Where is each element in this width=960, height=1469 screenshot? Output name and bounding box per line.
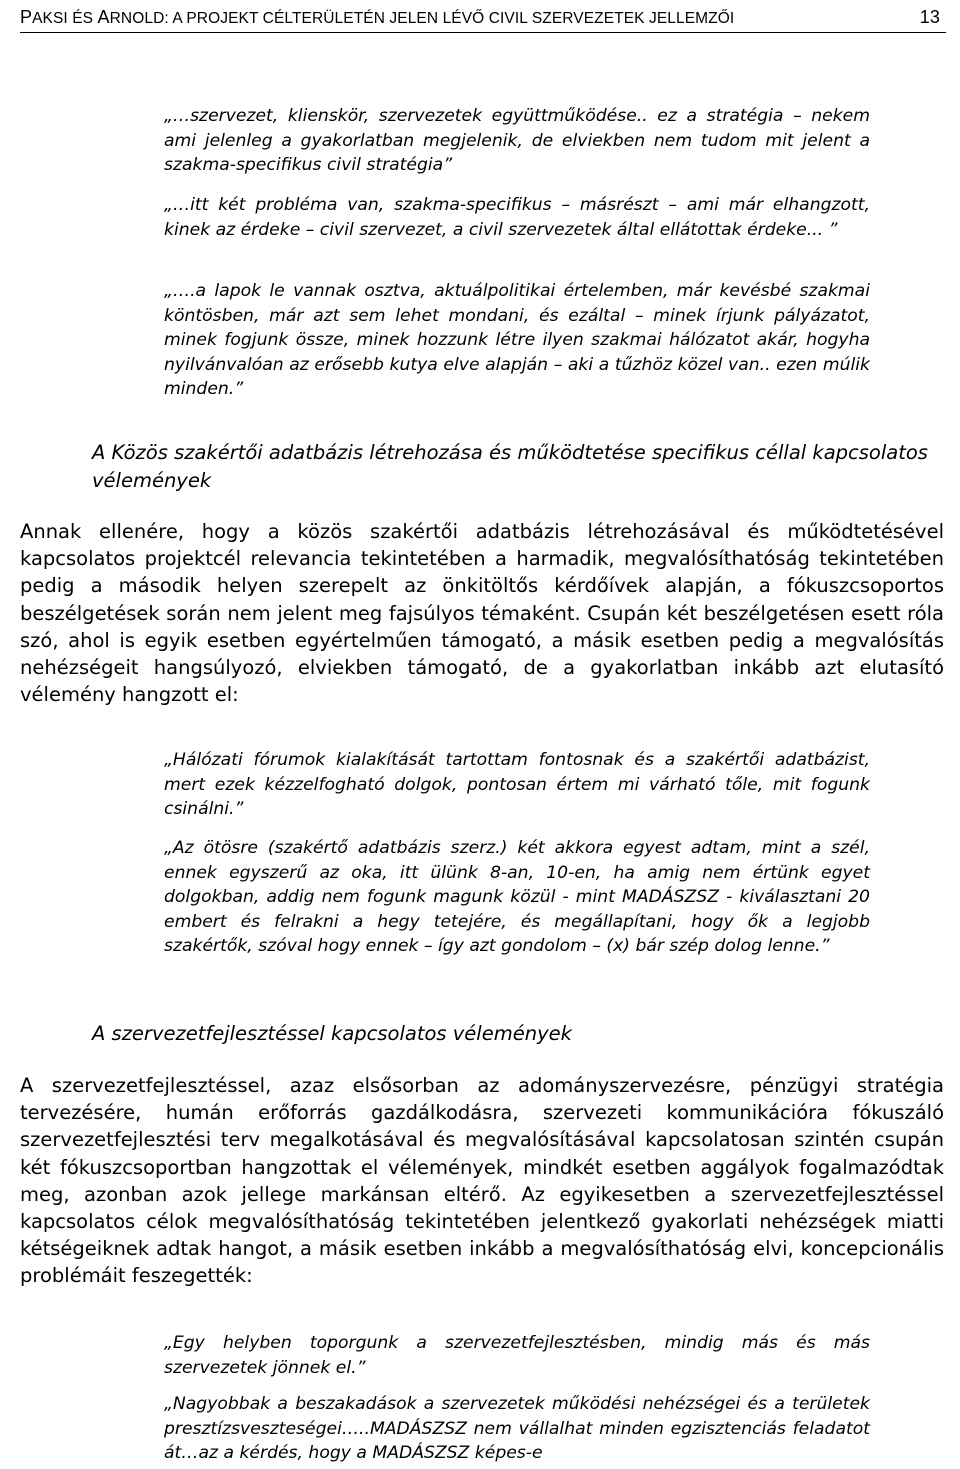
interview-quote: „Hálózati fórumok kialakítását tartottam fontosnak és a szakértői adatbázist, mert ezek kézzelfogható dolgok, pontosan értem mi várható tőle, mit fogunk csinálni.” — [164, 750, 870, 820]
title-text: : A PROJEKT CÉLTERÜLETÉN JELEN LÉVŐ CIVIL SZERVEZETEK JELLEMZŐI — [164, 10, 735, 27]
interview-quote: „Egy helyben toporgunk a szervezetfejlesztésben, mindig más és más szervezetek jönnek el.” — [164, 1333, 870, 1378]
section-heading: A szervezetfejlesztéssel kapcsolatos vélemények — [92, 1022, 572, 1045]
interview-quote: „Nagyobbak a beszakadások a szervezetek működési nehézségei és a területek presztízsveszteségei…..MADÁSZSZ nem vállalhat minden egzisztenciás feladatot át…az a kérdés, hogy a MADÁSZSZ képes-e — [164, 1394, 870, 1464]
title-initial: P — [20, 7, 33, 27]
interview-quote: „…itt két probléma van, szakma-specifikus – másrészt – ami már elhangzott, kinek az érdeke – civil szervezet, a civil szervezetek által ellátottak érdeke... ” — [164, 195, 870, 240]
title-text: RNOLD — [109, 10, 165, 27]
title-initial: A — [97, 7, 110, 27]
page-number: 13 — [919, 7, 940, 27]
interview-quote: „Az ötösre (szakértő adatbázis szerz.) két akkora egyest adtam, mint a szél, ennek egyszerű az oka, itt ülünk 8-an, 10-en, ha amig nem értünk egyet dolgokban, addig nem fogunk magunk közül - mint MADÁSZSZ - kiválasztani 20 embert és felrakni a hegy tetejére, és megállapítani, hogy ők a legjobb szakértők, szóval hogy ennek – így azt gondolom – (x) bár szép dolog lenne.” — [164, 838, 870, 957]
running-title — [20, 4, 734, 32]
title-text: AKSI ÉS — [32, 10, 98, 27]
page-header — [20, 4, 946, 33]
interview-quote: „…szervezet, klienskör, szervezetek együttműködése.. ez a stratégia – nekem ami jelenleg a gyakorlatban megjelenik, de elviekben nem tudom mit jelent a szakma-specifikus civil stratégia” — [164, 106, 870, 176]
body-paragraph: Annak ellenére, hogy a közös szakértői adatbázis létrehozásával és működtetésével kapcsolatos projektcél relevancia tekintetében a harmadik, megvalósíthatóság tekintetében pedig a második helyen szerepelt az önkitöltős kérdőívek alapján, a fókuszcsoportos beszélgetések során nem jelent meg fajsúlyos témaként. Csupán két beszélgetésen esett róla szó, ahol is egyik esetben egyértelműen támogató, a másik esetben pedig a megvalósítás nehézségeit hangsúlyozó, elviekben támogató, de a gyakorlatban inkább azt elutasító vélemény hangzott el: — [20, 520, 944, 707]
body-paragraph: A szervezetfejlesztéssel, azaz elsősorban az adományszervezésre, pénzügyi stratégia tervezésére, humán erőforrás gazdálkodásra, szervezeti kommunikációra fókuszáló szervezetfejlesztési terv megalkotásával és megvalósításával kapcsolatosan szintén csupán két fókuszcsoportban hangzottak el vélemények, mindkét esetben aggályok fogalmazódtak meg, azonban azok jellege markánsan eltérő. Az egyikesetben a szervezetfejlesztéssel kapcsolatos célok megvalósíthatóság tekintetében jelentkező gyakorlati nehézségek miatti kétségeiknek adtak hangot, a másik esetben inkább a megvalósíthatóság elvi, koncepcionális problémáit feszegették: — [20, 1074, 944, 1288]
interview-quote: „….a lapok le vannak osztva, aktuálpolitikai értelemben, már kevésbé szakmai köntösben, már azt sem lehet mondani, és ezáltal – minek írjunk pályázatot, minek fogjunk össze, minek hozzunk létre ilyen szakmai hálózatot akár, hogyha nyilvánvalóan az erősebb kutya elve alapján – aki a tűzhöz közel van.. ezen múlik minden.” — [164, 281, 870, 400]
section-heading: A Közös szakértői adatbázis létrehozása és működtetése specifikus céllal kapcsolatos vélemények — [92, 441, 928, 492]
